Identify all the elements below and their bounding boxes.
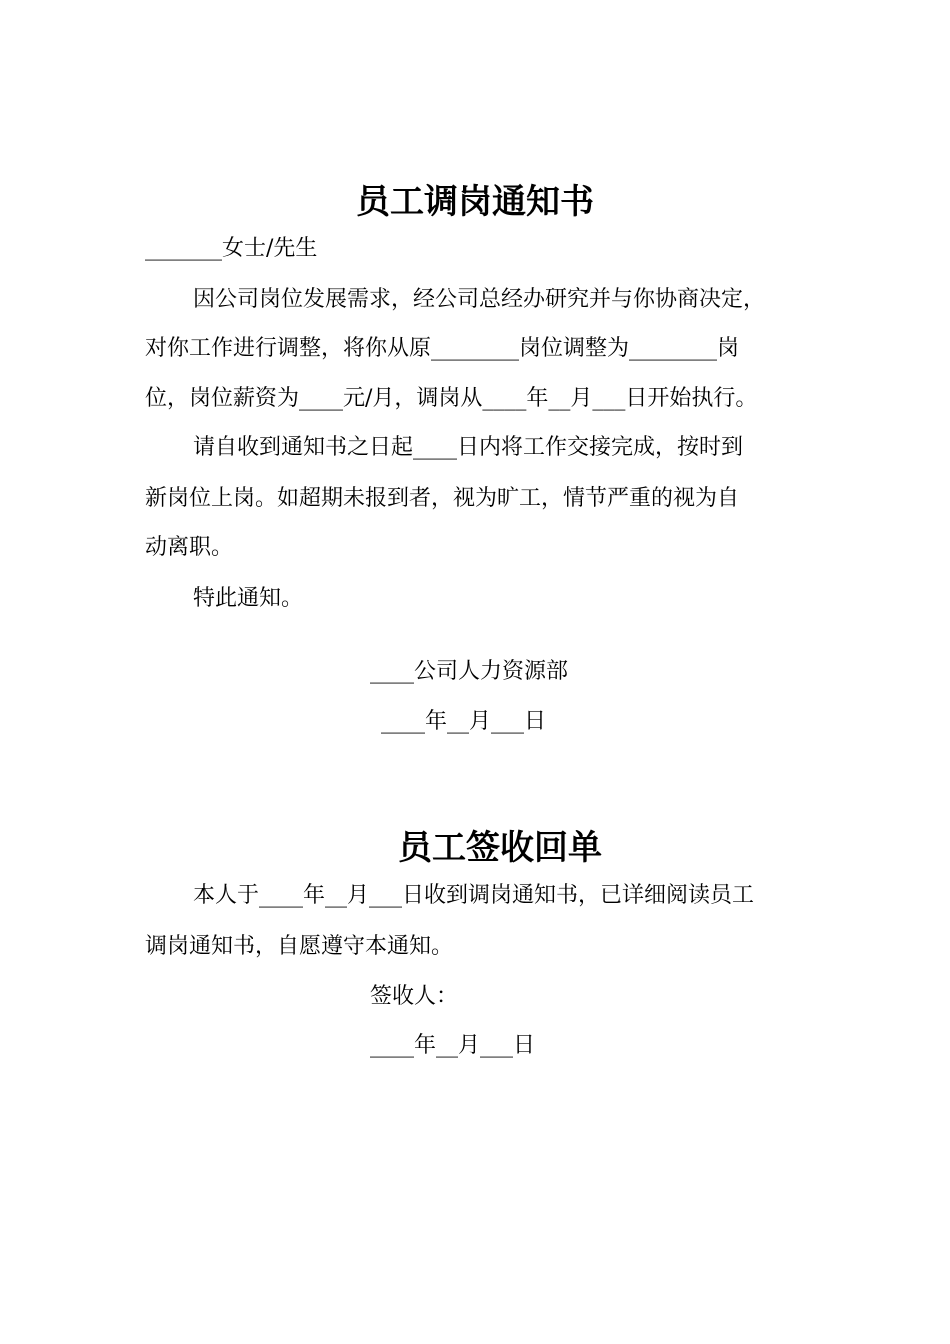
receipt-title: 员工签收回单 <box>398 828 602 868</box>
notice-paragraph-1-line-2: 对你工作进行调整，将你从原________岗位调整为________岗 <box>145 336 740 361</box>
notice-title: 员工调岗通知书 <box>356 182 594 222</box>
notice-paragraph-1-line-3: 位，岗位薪资为____元/月，调岗从____年__月___日开始执行。 <box>145 386 758 411</box>
receipt-paragraph-line-2: 调岗通知书，自愿遵守本通知。 <box>145 934 454 959</box>
receipt-paragraph-line-1: 本人于____年__月___日收到调岗通知书，已详细阅读员工 <box>193 883 755 908</box>
salutation: _______女士/先生 <box>145 236 318 261</box>
notice-paragraph-1-line-1: 因公司岗位发展需求，经公司总经办研究并与你协商决定， <box>193 287 766 312</box>
notice-paragraph-2-line-1: 请自收到通知书之日起____日内将工作交接完成，按时到 <box>193 435 744 460</box>
notice-paragraph-2-line-3: 动离职。 <box>145 535 234 560</box>
notice-closing: 特此通知。 <box>193 586 304 611</box>
notice-paragraph-2-line-2: 新岗位上岗。如超期未报到者，视为旷工，情节严重的视为自 <box>145 486 740 511</box>
issuer-department: ____公司人力资源部 <box>370 659 569 684</box>
issuer-date: ____年__月___日 <box>381 709 547 734</box>
signer-label: 签收人： <box>370 984 459 1009</box>
signer-date: ____年__月___日 <box>370 1033 536 1058</box>
